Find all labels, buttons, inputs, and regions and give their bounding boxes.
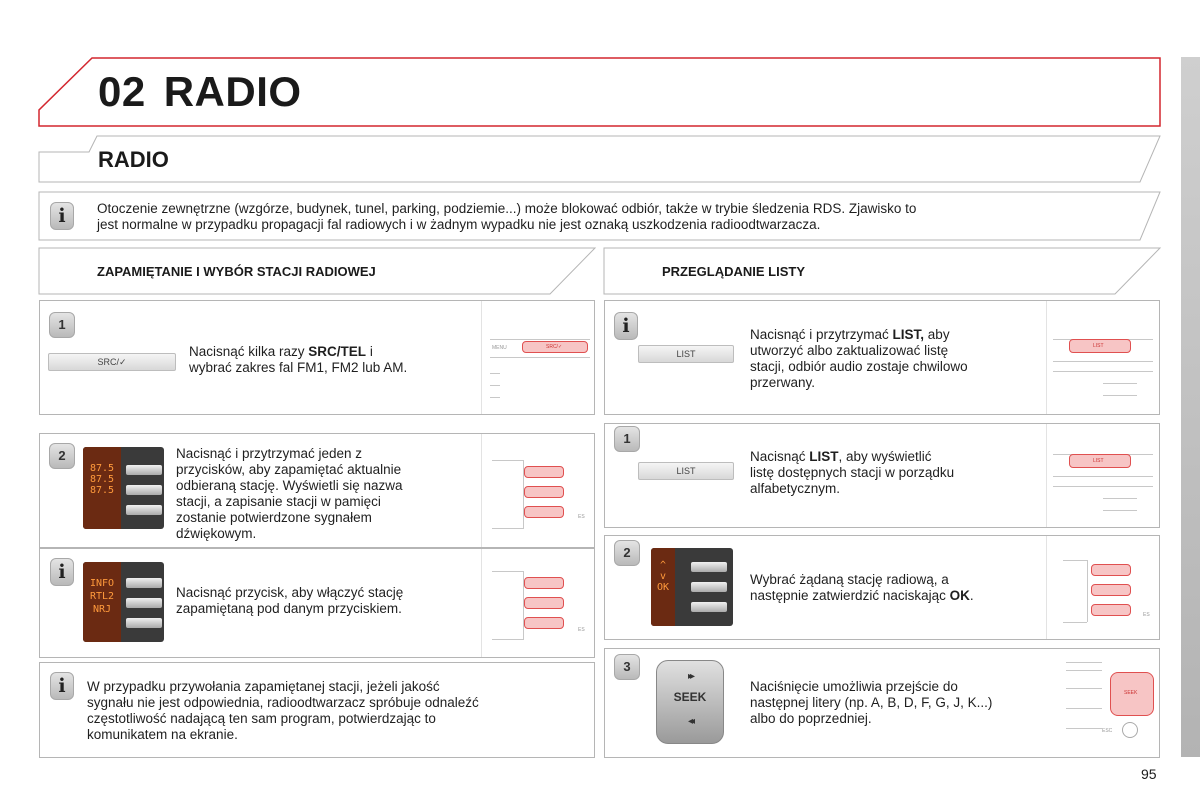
step-badge-1: 1	[614, 426, 640, 452]
list-key: LIST	[638, 462, 734, 480]
right-step-1-text: Nacisnąć LIST, aby wyświetlić listę dostępnych stacji w porządku alfabetycznym.	[750, 449, 955, 496]
section-title: RADIO	[98, 147, 169, 172]
right-step-2-text: Wybrać żądaną stację radiową, a następnie zatwierdzić naciskając OK.	[750, 572, 974, 603]
named-preset-buttons-picture: INFO RTL2 NRJ	[83, 562, 164, 642]
left-step-info-text: Nacisnąć przycisk, aby włączyć stację zapamiętaną pod danym przyciskiem.	[176, 585, 404, 616]
right-column-heading: PRZEGLĄDANIE LISTY	[662, 264, 806, 279]
step-badge-2: 2	[614, 540, 640, 566]
left-step-1-text: Nacisnąć kilka razy SRC/TEL i wybrać zakres fal FM1, FM2 lub AM.	[189, 344, 408, 375]
list-thumbnail: LIST	[1046, 301, 1159, 414]
seek-forward-icon: ▸▸	[687, 671, 693, 682]
right-step-3-text: Naciśnięcie umożliwia przejście do następnej litery (np. A, B, D, F, G, J, K...) albo do poprzedniej.	[750, 679, 993, 726]
seek-back-icon: ◂◂	[687, 716, 693, 727]
step-badge-1: 1	[49, 312, 75, 338]
seek-key-picture: ▸▸ SEEK ◂◂	[656, 660, 724, 744]
preset-thumbnail: ES	[1046, 536, 1159, 639]
info-icon: i	[50, 672, 74, 700]
info-icon: i	[50, 558, 74, 586]
page-number: 95	[1141, 766, 1157, 782]
console-thumbnail-src: MENU SRC/✓	[481, 301, 594, 414]
chapter-name: RADIO	[163, 68, 302, 115]
info-icon: i	[614, 312, 638, 340]
up-down-ok-keys-picture: ^ v OK	[651, 548, 733, 626]
list-thumbnail: LIST	[1046, 424, 1159, 527]
preset-thumbnail: ES	[481, 434, 594, 547]
info-icon: i	[50, 202, 74, 230]
src-tel-key: SRC/✓	[48, 353, 176, 371]
list-key: LIST	[638, 345, 734, 363]
left-column-heading: ZAPAMIĘTANIE I WYBÓR STACJI RADIOWEJ	[97, 264, 376, 279]
chapter-number: 02	[98, 68, 146, 115]
notice-line-1: Otoczenie zewnętrzne (wzgórze, budynek, tunel, parking, podziemie...) może blokować odbiór, także w trybie śledzenia RDS. Zjawisko to	[97, 201, 917, 216]
preset-buttons-picture: 87.5 87.5 87.5	[83, 447, 164, 529]
seek-thumbnail: SEEK ESC	[1064, 658, 1159, 753]
left-step-2-text: Nacisnąć i przytrzymać jeden z przycisków, aby zapamiętać aktualnie odbieraną stację. Wyświetli się nazwa stacji, a zapisanie stacji w pamięci zostanie potwierdzone sygnałem dźwiękowym.	[176, 446, 403, 541]
left-note-text: W przypadku przywołania zapamiętanej stacji, jeżeli jakość sygnału nie jest odpowiednia, radioodtwarzacz spróbuje odnaleźć częstotliwość nadającą ten sam program, potwierdzając to komunikatem na ekranie.	[87, 679, 479, 742]
right-step-info-text: Nacisnąć i przytrzymać LIST, aby utworzyć albo zaktualizować listę stacji, odbiór audio zostaje chwilowo przerwany.	[750, 327, 968, 390]
preset-thumbnail: ES	[481, 549, 594, 657]
step-badge-2: 2	[49, 443, 75, 469]
step-badge-3: 3	[614, 654, 640, 680]
notice-line-2: jest normalne w przypadku propagacji fal radiowych i w żadnym wypadku nie jest oznaką uszkodzenia radioodtwarzacza.	[97, 217, 821, 232]
column-heading-frames	[0, 0, 1200, 300]
